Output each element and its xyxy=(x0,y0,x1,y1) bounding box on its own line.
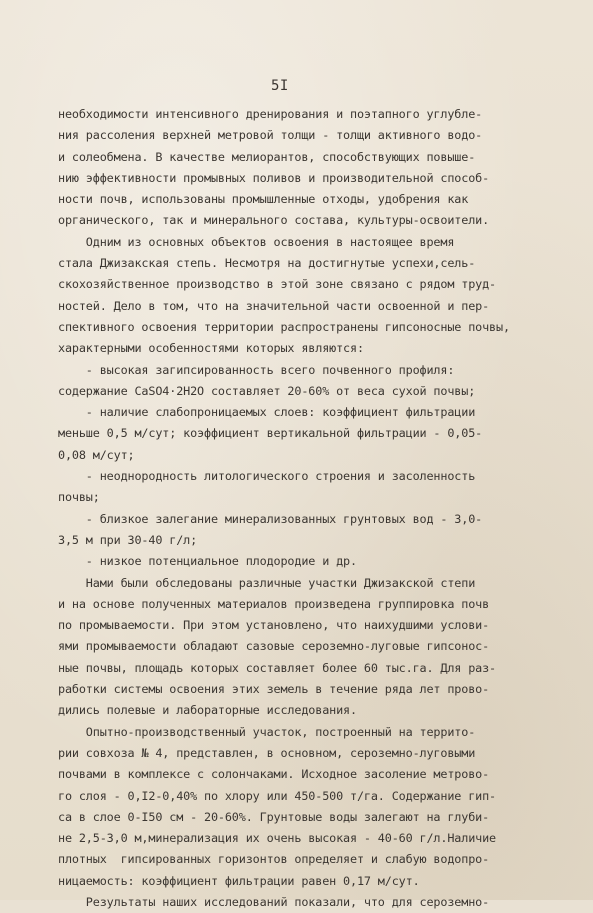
text-line: Результаты наших исследований показали, что для сероземно- xyxy=(58,894,490,909)
text-line: - близкое залегание минерализованных грунтовых вод - 3,0- xyxy=(58,511,483,526)
text-line: не 2,5-3,0 м,минерализация их очень высокая - 40-60 г/л.Наличие xyxy=(58,831,496,846)
text-line: ями промываемости обладают сазовые сероземно-луговые гипсонос- xyxy=(58,639,490,654)
text-line: Одним из основных объектов освоения в настоящее время xyxy=(58,234,455,249)
text-line: го слоя - 0,I2-0,40% по хлору или 450-500 т/га. Содержание гип- xyxy=(58,788,496,803)
text-line: и на основе полученных материалов произведена группировка почв xyxy=(58,596,490,611)
text-line: характерными особенностями которых являются: xyxy=(58,341,364,356)
text-line: почвы; xyxy=(58,490,100,505)
text-line: ния рассоления верхней метровой толщи - толщи активного водо- xyxy=(58,128,483,143)
text-line: плотных гипсированных горизонтов определяет и слабую водопро- xyxy=(58,852,490,867)
text-line: почвами в комплексе с солончаками. Исходное засоление метрово- xyxy=(58,767,490,782)
text-line: рии совхоза № 4, представлен, в основном, сероземно-луговыми xyxy=(58,745,476,760)
text-line: 3,5 м при 30-40 г/л; xyxy=(58,532,198,547)
text-line: скохозяйственное производство в этой зоне связано с рядом труд- xyxy=(58,277,496,292)
text-line: и солеобмена. В качестве мелиорантов, способствующих повыше- xyxy=(58,149,476,164)
text-line: - низкое потенциальное плодородие и др. xyxy=(58,554,357,569)
text-line: работки системы освоения этих земель в течение ряда лет прово- xyxy=(58,682,490,697)
text-line: содержание CaSO4·2H2O составляет 20-60% от веса сухой почвы; xyxy=(58,383,476,398)
text-line: спективного освоения территории распространены гипсоносные почвы, xyxy=(58,319,510,334)
body-text xyxy=(58,104,528,913)
text-line: по промываемости. При этом установлено, что наихудшими услови- xyxy=(58,618,490,633)
text-line: нию эффективности промывных поливов и производительной способ- xyxy=(58,170,490,185)
text-line: стала Джизакская степь. Несмотря на достигнутые успехи,сель- xyxy=(58,256,476,271)
text-line: необходимости интенсивного дренирования и поэтапного углубле- xyxy=(58,107,483,121)
text-line: дились полевые и лабораторные исследования. xyxy=(58,703,357,718)
text-line: меньше 0,5 м/сут; коэффициент вертикальной фильтрации - 0,05- xyxy=(58,426,483,441)
text-line: ные почвы, площадь которых составляет более 60 тыс.га. Для раз- xyxy=(58,660,496,675)
text-line: - наличие слабопроницаемых слоев: коэффициент фильтрации xyxy=(58,405,476,420)
text-line: са в слое 0-I50 см - 20-60%. Грунтовые воды залегают на глуби- xyxy=(58,809,490,824)
text-line: ностей. Дело в том, что на значительной части освоенной и пер- xyxy=(58,298,490,313)
page-number: 5I xyxy=(271,78,289,94)
text-line: ницаемость: коэффициент фильтрации равен 0,17 м/сут. xyxy=(58,873,420,888)
text-line: - неоднородность литологического строения и засоленность xyxy=(58,469,476,484)
text-line: ности почв, использованы промышленные отходы, удобрения как xyxy=(58,192,469,207)
text-line: органического, так и минерального состава, культуры-освоители. xyxy=(58,213,490,228)
text-line: - высокая загипсированность всего почвенного профиля: xyxy=(58,362,455,377)
text-line: Опытно-производственный участок, построенный на террито- xyxy=(58,724,476,739)
text-line: 0,08 м/сут; xyxy=(58,447,135,462)
text-line: Нами были обследованы различные участки Джизакской степи xyxy=(58,575,476,590)
